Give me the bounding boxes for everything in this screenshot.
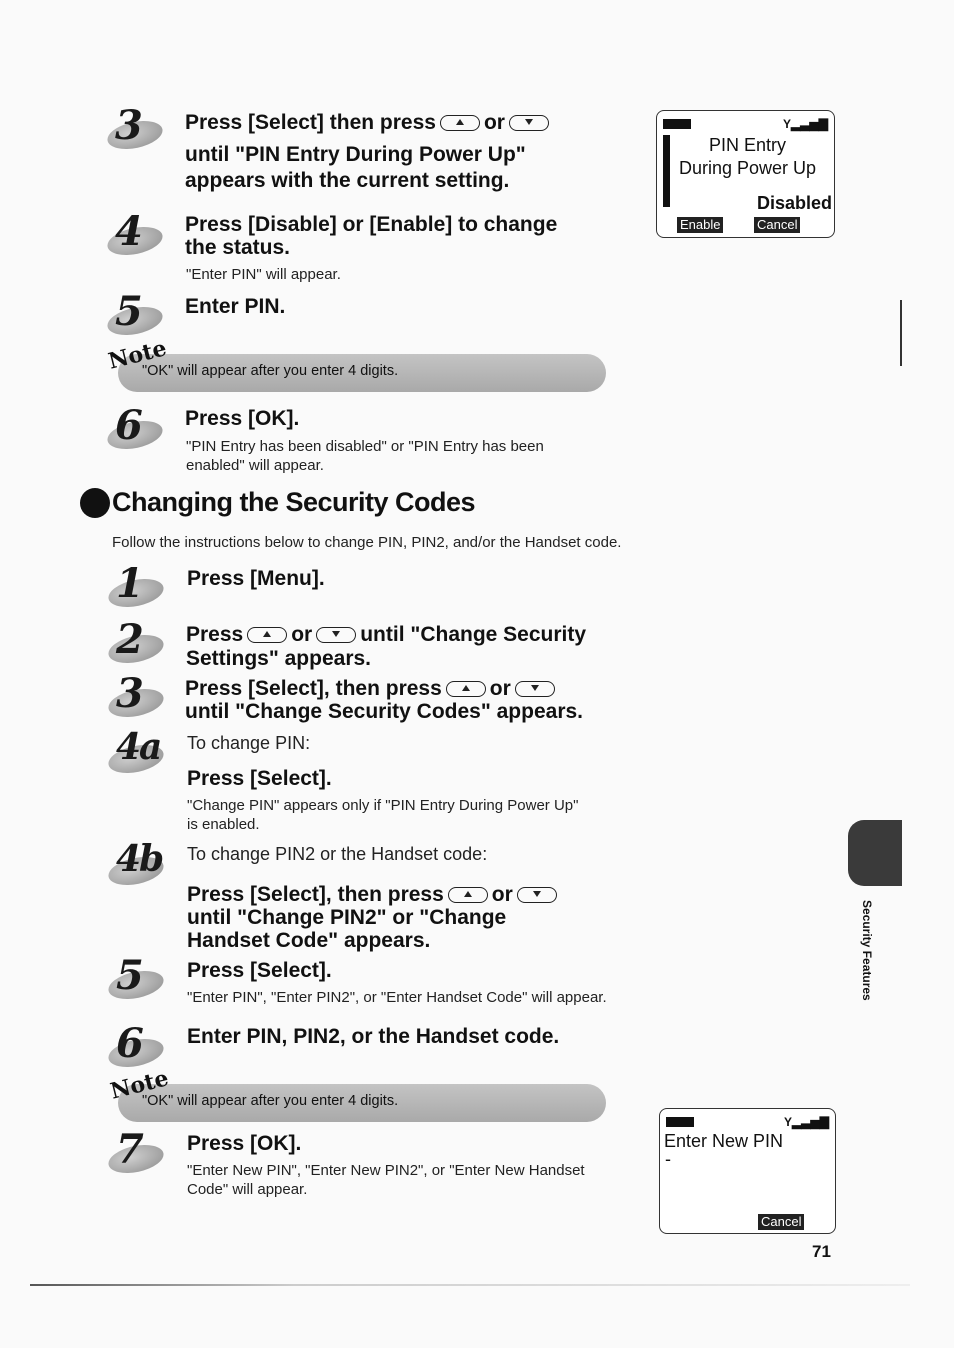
step-text: Press [OK]. [185,407,300,430]
step-text: Press [Select], then press or [185,676,559,701]
screen-line: During Power Up [679,158,817,178]
step-number-badge: 6 [106,1026,166,1072]
up-key-icon [446,681,486,697]
step-number-badge: 4a [106,732,166,778]
signal-icon: Y▂▃▅▇ [783,117,828,131]
down-key-icon [517,887,557,903]
step-text: Settings" appears. [186,647,372,670]
side-tab-label: Security Features [860,900,874,1001]
step-subtext: is enabled. [187,816,260,833]
battery-icon [663,119,691,129]
note-bar [118,1084,606,1122]
scrollbar-icon [663,135,670,207]
step-text: Press or until "Change Security [186,623,587,646]
step-text: Press [Select]. [187,767,332,790]
page-divider [30,1284,910,1286]
step-text: Press [Select], then press or [187,882,561,907]
phone-screen-pin-entry [656,110,835,238]
step-number-badge: 4 [105,214,165,260]
screen-value: Disabled [757,193,833,213]
step-text: Press [Disable] or [Enable] to change [185,213,558,236]
step-text: Handset Code" appears. [187,929,431,952]
step-text: until "Change PIN2" or "Change [187,906,507,929]
battery-icon [666,1117,694,1127]
step-number-badge: 3 [106,676,166,722]
screen-line: Enter New PIN [664,1131,784,1151]
step-heading: To change PIN2 or the Handset code: [187,844,488,864]
note-label: Note [107,1065,172,1105]
side-tab-label-wrap [858,900,878,1030]
note-bar [118,354,606,392]
step-subtext: enabled" will appear. [186,457,324,474]
note-text: "OK" will appear after you enter 4 digits. [142,363,399,379]
step-text: Press [Select]. [187,959,332,982]
step-text: Press [OK]. [187,1132,302,1155]
step-subtext: "PIN Entry has been disabled" or "PIN Entry has been [186,438,544,455]
screen-line: PIN Entry [709,135,787,155]
page-number: 71 [812,1242,831,1261]
step-number-badge: 5 [105,294,165,340]
side-rule [900,300,902,366]
softkey-cancel: Cancel [758,1214,804,1230]
signal-icon: Y▂▃▅▇ [784,1115,829,1129]
step-text: until "PIN Entry During Power Up" [185,143,526,166]
step-subtext: "Enter New PIN", "Enter New PIN2", or "Enter New Handset [187,1162,585,1179]
screen-cursor: - [665,1149,671,1169]
step-heading: To change PIN: [187,733,311,753]
step-number-badge: 6 [105,408,165,454]
side-tab-marker [848,820,902,886]
step-text: Enter PIN, PIN2, or the Handset code. [187,1025,560,1048]
section-intro: Follow the instructions below to change PIN, PIN2, and/or the Handset code. [112,534,622,551]
section-bullet [80,488,110,518]
step-text: Enter PIN. [185,295,286,318]
step-number-badge: 5 [106,958,166,1004]
step-subtext: Code" will appear. [187,1181,308,1198]
section-title: Changing the Security Codes [112,487,476,517]
down-key-icon [515,681,555,697]
step-text: Press [Select] then press or [185,110,553,135]
step-number-badge: 2 [106,622,166,668]
softkey-enable: Enable [677,217,723,233]
down-key-icon [509,115,549,131]
note-text: "OK" will appear after you enter 4 digits. [142,1093,399,1109]
phone-screen-enter-new-pin [659,1108,836,1234]
step-number-badge: 4b [106,844,166,890]
up-key-icon [440,115,480,131]
step-text: until "Change Security Codes" appears. [185,700,584,723]
step-text: Press [Menu]. [187,567,325,590]
note-label: Note [105,335,170,375]
step-subtext: "Enter PIN" will appear. [186,266,341,283]
step-number-badge: 3 [105,108,165,154]
step-text: appears with the current setting. [185,169,510,192]
up-key-icon [247,627,287,643]
step-subtext: "Enter PIN", "Enter PIN2", or "Enter Handset Code" will appear. [187,989,607,1006]
up-key-icon [448,887,488,903]
softkey-cancel: Cancel [754,217,800,233]
step-text: the status. [185,236,291,259]
step-number-badge: 7 [106,1132,166,1178]
step-number-badge: 1 [106,566,166,612]
step-subtext: "Change PIN" appears only if "PIN Entry During Power Up" [187,797,579,814]
down-key-icon [316,627,356,643]
